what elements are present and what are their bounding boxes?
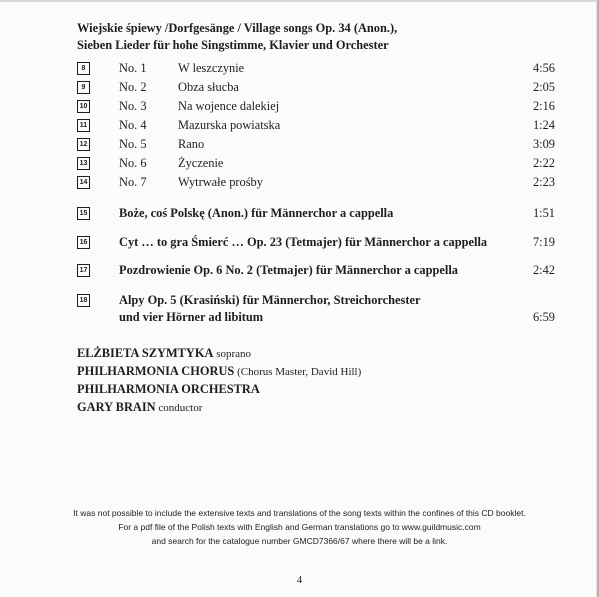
track-duration: 2:05 [532, 80, 555, 94]
track-duration: 7:19 [532, 235, 555, 249]
song-number: No. 2 [119, 80, 147, 94]
track-number-badge: 18 [77, 294, 90, 307]
song-name: Życzenie [178, 156, 224, 170]
credit-line [77, 362, 361, 380]
track-number-badge: 15 [77, 207, 90, 220]
performer-role: soprano [213, 348, 252, 360]
song-number: No. 3 [119, 99, 147, 113]
performer-name: PHILHARMONIA ORCHESTRA [77, 382, 260, 396]
scan-top-edge [0, 0, 599, 2]
track-number-badge: 14 [77, 176, 90, 189]
track-duration: 2:23 [532, 175, 555, 189]
song-name: Na wojence dalekiej [178, 99, 280, 113]
track-row [77, 205, 555, 222]
work-name-line-2: und vier Hörner ad libitum [119, 310, 264, 324]
track-duration: 3:09 [532, 137, 555, 151]
song-number: No. 5 [119, 137, 147, 151]
track-number-badge: 16 [77, 236, 90, 249]
song-number: No. 1 [119, 61, 147, 75]
track-number-badge: 13 [77, 157, 90, 170]
work-title-line-2: Sieben Lieder für hohe Singstimme, Klavier und Orchester [77, 38, 389, 52]
song-name: W leszczynie [178, 61, 245, 75]
work-name-line-1: Alpy Op. 5 (Krasiński) für Männerchor, Streichorchester [119, 293, 421, 307]
footer-line-1: It was not possible to include the extensive texts and translations of the song texts within the confines of this CD booklet. [73, 508, 526, 518]
track-number-badge: 17 [77, 264, 90, 277]
track-row [77, 262, 555, 279]
track-duration: 2:42 [532, 263, 555, 277]
track-duration: 2:16 [532, 99, 555, 113]
track-row [77, 117, 555, 134]
song-number: No. 6 [119, 156, 147, 170]
track-row [77, 155, 555, 172]
track-row [77, 174, 555, 191]
track-row [77, 98, 555, 115]
work-name: Boże, coś Polskę (Anon.) für Männerchor a cappella [119, 206, 394, 220]
work-title [77, 20, 557, 54]
track-duration: 4:56 [532, 61, 555, 75]
footer-note [0, 506, 599, 548]
performer-name: PHILHARMONIA CHORUS [77, 364, 235, 378]
footer-line-2: For a pdf file of the Polish texts with English and German translations go to www.guildmusic.com [118, 522, 481, 532]
track-number-badge: 10 [77, 100, 90, 113]
track-number-badge: 11 [77, 119, 90, 132]
work-name [119, 292, 519, 326]
track-row [77, 292, 555, 326]
track-row [77, 79, 555, 96]
track-number-badge: 9 [77, 81, 90, 94]
performer-role: conductor [155, 402, 203, 414]
credit-line [77, 398, 361, 416]
song-name: Obza słucba [178, 80, 239, 94]
track-row [77, 234, 555, 251]
performer-name: ELŻBIETA SZYMTYKA [77, 346, 214, 360]
performer-name: GARY BRAIN [77, 400, 156, 414]
work-name: Pozdrowienie Op. 6 No. 2 (Tetmajer) für Männerchor a cappella [119, 263, 458, 277]
footer-line-3: and search for the catalogue number GMCD7366/67 where there will be a link. [151, 536, 448, 546]
track-number-badge: 8 [77, 62, 90, 75]
credit-line [77, 344, 361, 362]
work-name: Cyt … to gra Śmierć … Op. 23 (Tetmajer) für Männerchor a cappella [119, 235, 488, 249]
credit-line [77, 380, 361, 398]
song-name: Rano [178, 137, 205, 151]
song-name: Wytrwałe prośby [178, 175, 263, 189]
track-number-badge: 12 [77, 138, 90, 151]
track-row [77, 60, 555, 77]
song-name: Mazurska powiatska [178, 118, 281, 132]
track-duration: 1:51 [532, 206, 555, 220]
song-number: No. 7 [119, 175, 147, 189]
track-row [77, 136, 555, 153]
track-duration: 2:22 [532, 156, 555, 170]
page-number: 4 [296, 575, 303, 586]
performer-credits [77, 344, 361, 416]
performer-role: (Chorus Master, David Hill) [234, 366, 362, 378]
track-duration: 1:24 [532, 118, 555, 132]
song-number: No. 4 [119, 118, 147, 132]
work-title-line-1: Wiejskie śpiewy /Dorfgesänge / Village songs Op. 34 (Anon.), [77, 21, 398, 35]
track-duration: 6:59 [532, 310, 555, 324]
